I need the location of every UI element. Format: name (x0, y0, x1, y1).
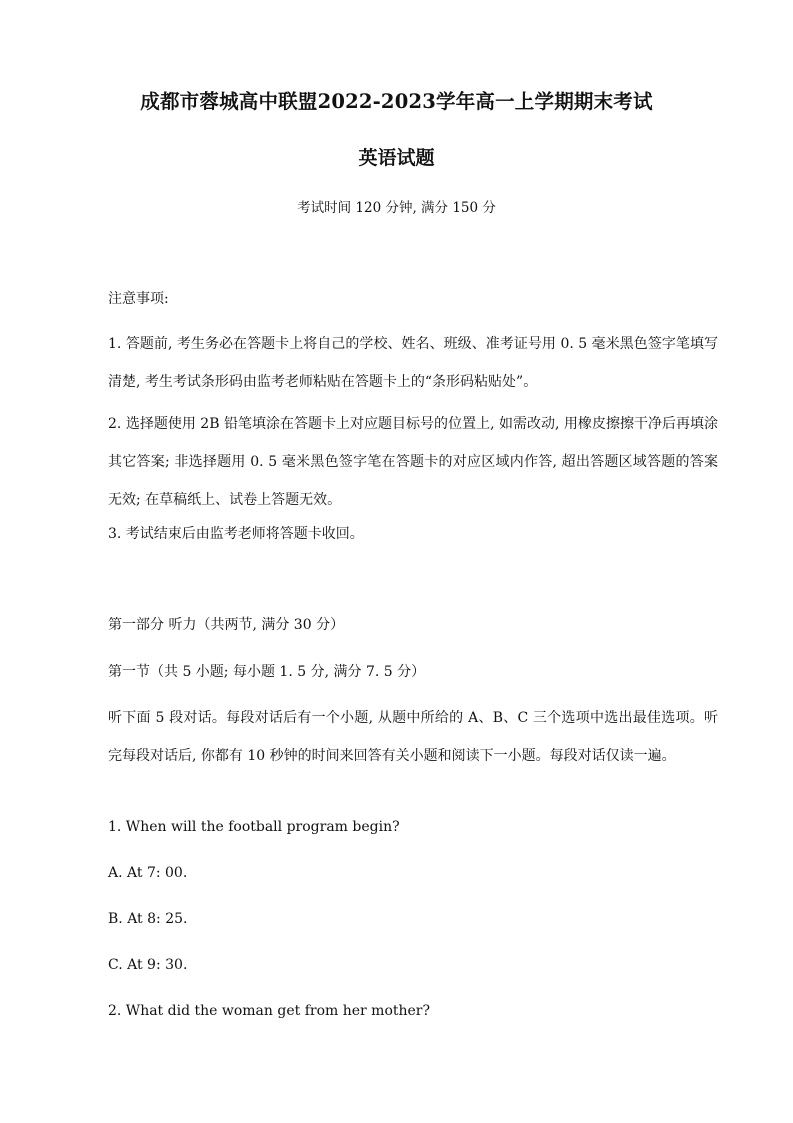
part1-heading: 第一部分 听力（共两节, 满分 30 分） (108, 617, 345, 633)
exam-subtitle: 英语试题 (358, 147, 435, 169)
question-1-option-b: B. At 8: 25. (108, 911, 188, 927)
section1-heading: 第一节（共 5 小题; 每小题 1. 5 分, 满分 7. 5 分） (108, 664, 426, 680)
question-2: 2. What did the woman get from her mother? (108, 1003, 430, 1019)
exam-title: 成都市蓉城高中联盟2022-2023学年高一上学期期末考试 (140, 90, 653, 113)
note-item-3: 3. 考试结束后由监考老师将答题卡收回。 (108, 526, 364, 542)
listening-instructions: 听下面 5 段对话。每段对话后有一个小题, 从题中所给的 A、B、C 三个选项中选出最佳选项。听完每段对话后, 你都有 10 秒钟的时间来回答有关小题和阅读下一小题。每段对话仅读一遍。 (108, 710, 718, 764)
question-1-option-c: C. At 9: 30. (108, 957, 188, 973)
question-1-option-a: A. At 7: 00. (108, 865, 188, 881)
notes-heading: 注意事项: (108, 291, 169, 307)
question-1: 1. When will the football program begin? (108, 819, 400, 835)
note-item-2: 2. 选择题使用 2B 铅笔填涂在答题卡上对应题目标号的位置上, 如需改动, 用橡皮擦擦干净后再填涂其它答案; 非选择题用 0. 5 毫米黑色签字笔在答题卡的对应区域内作答, 超出答题区域答题的答案无效; 在草稿纸上、试卷上答题无效。 (108, 416, 718, 508)
exam-info: 考试时间 120 分钟, 满分 150 分 (297, 200, 496, 216)
note-item-1: 1. 答题前, 考生务必在答题卡上将自己的学校、姓名、班级、准考证号用 0. 5 毫米黑色签字笔填写清楚, 考生考试条形码由监考老师粘贴在答题卡上的“条形码粘贴处”。 (108, 336, 718, 390)
